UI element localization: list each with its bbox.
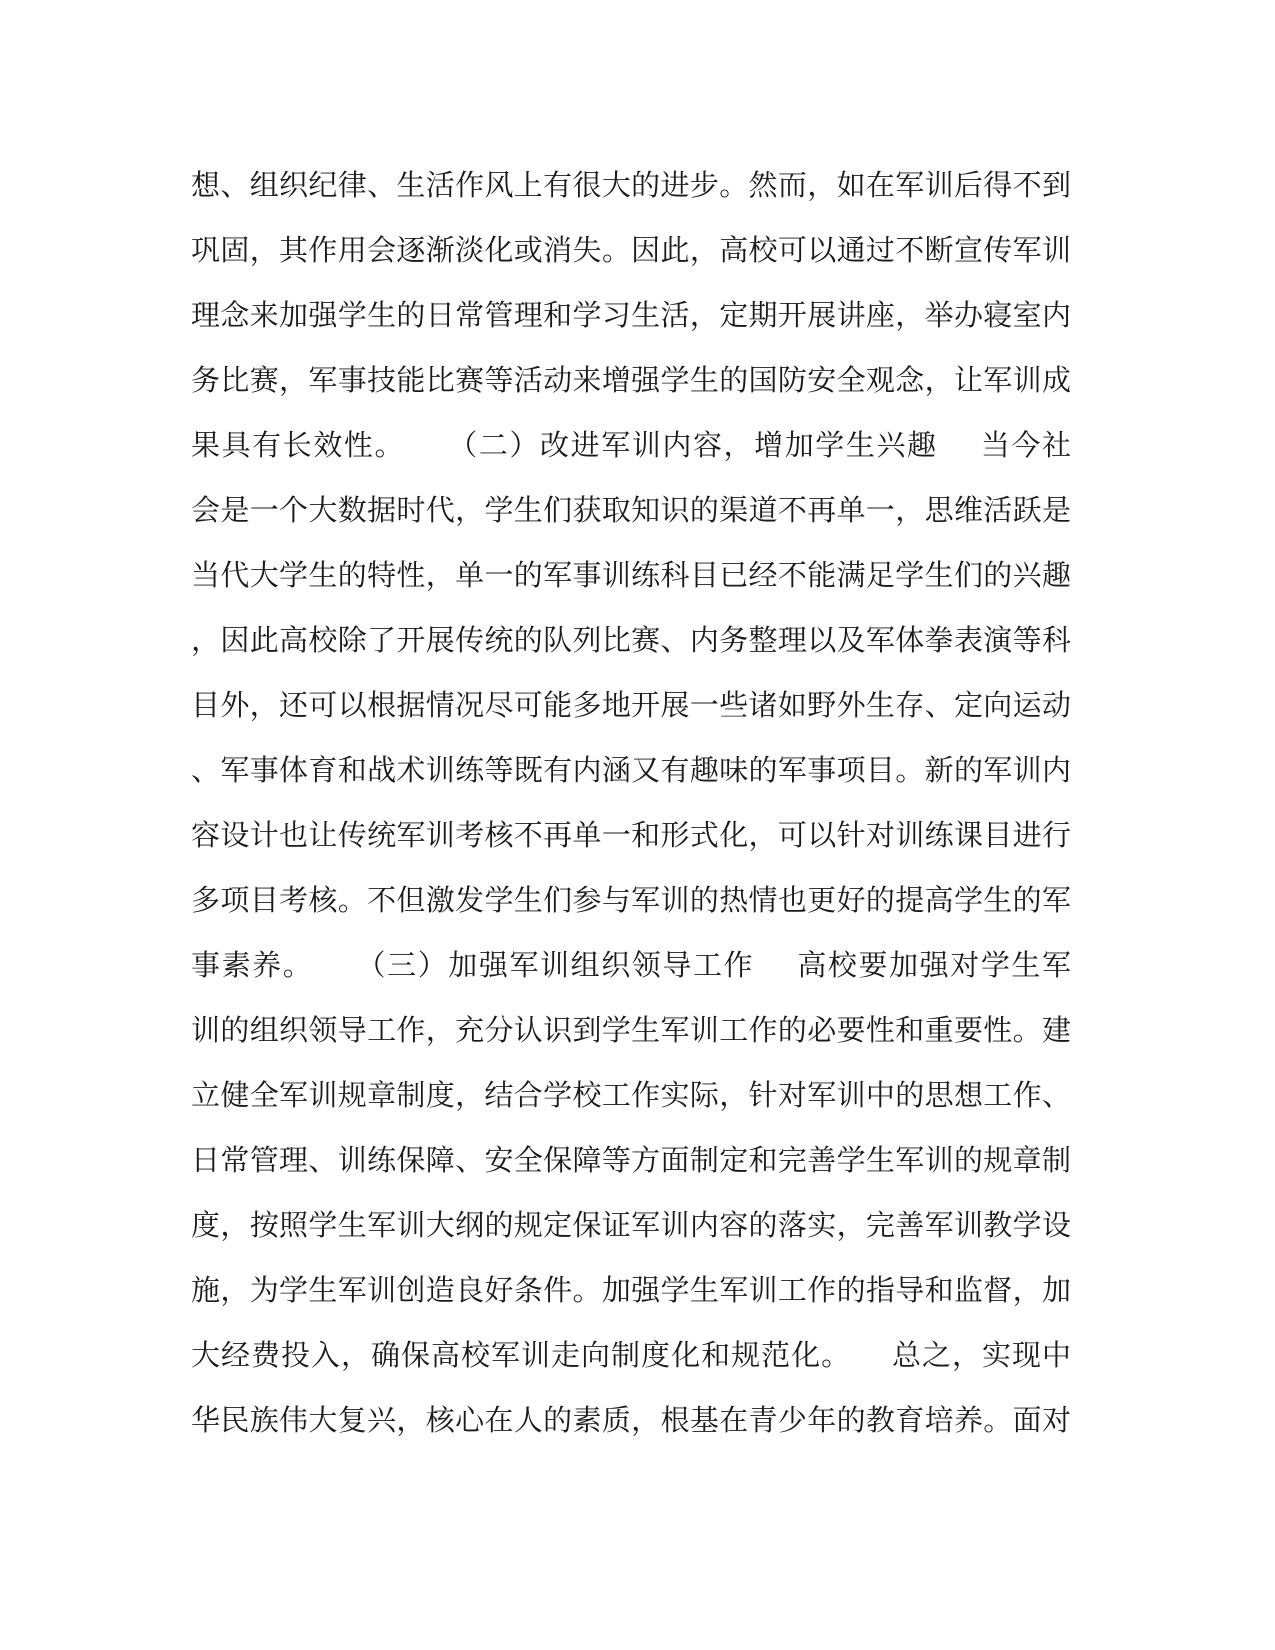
text-line-2: 巩固，其作用会逐渐淡化或消失。因此，高校可以通过不断宣传军训 <box>191 233 1071 267</box>
body-text <box>191 153 1071 1453</box>
text-line-6: 会是一个大数据时代，学生们获取知识的渠道不再单一，思维活跃是 <box>191 493 1071 527</box>
text-line-19: 大经费投入，确保高校军训走向制度化和规范化。 总之，实现中 <box>191 1338 1071 1372</box>
text-line-13: 事素养。 （三）加强军训组织领导工作 高校要加强对学生军 <box>191 948 1071 982</box>
text-line-8: ，因此高校除了开展传统的队列比赛、内务整理以及军体拳表演等科 <box>191 623 1071 657</box>
text-line-11: 容设计也让传统军训考核不再单一和形式化，可以针对训练课目进行 <box>191 818 1071 852</box>
text-line-14: 训的组织领导工作，充分认识到学生军训工作的必要性和重要性。建 <box>191 1013 1071 1047</box>
text-line-17: 度，按照学生军训大纲的规定保证军训内容的落实，完善军训教学设 <box>191 1208 1071 1242</box>
text-line-20: 华民族伟大复兴，核心在人的素质，根基在青少年的教育培养。面对 <box>191 1403 1071 1437</box>
text-line-4: 务比赛，军事技能比赛等活动来增强学生的国防安全观念，让军训成 <box>191 363 1071 397</box>
text-line-16: 日常管理、训练保障、安全保障等方面制定和完善学生军训的规章制 <box>191 1143 1071 1177</box>
text-line-1: 想、组织纪律、生活作风上有很大的进步。然而，如在军训后得不到 <box>191 168 1071 202</box>
text-line-15: 立健全军训规章制度，结合学校工作实际，针对军训中的思想工作、 <box>191 1078 1071 1112</box>
text-line-10: 、军事体育和战术训练等既有内涵又有趣味的军事项目。新的军训内 <box>191 753 1071 787</box>
text-line-3: 理念来加强学生的日常管理和学习生活，定期开展讲座，举办寝室内 <box>191 298 1071 332</box>
text-line-18: 施，为学生军训创造良好条件。加强学生军训工作的指导和监督，加 <box>191 1273 1071 1307</box>
text-line-5: 果具有长效性。 （二）改进军训内容，增加学生兴趣 当今社 <box>191 428 1071 462</box>
text-line-12: 多项目考核。不但激发学生们参与军训的热情也更好的提高学生的军 <box>191 883 1071 917</box>
text-line-7: 当代大学生的特性，单一的军事训练科目已经不能满足学生们的兴趣 <box>191 558 1071 592</box>
text-line-9: 目外，还可以根据情况尽可能多地开展一些诸如野外生存、定向运动 <box>191 688 1071 722</box>
